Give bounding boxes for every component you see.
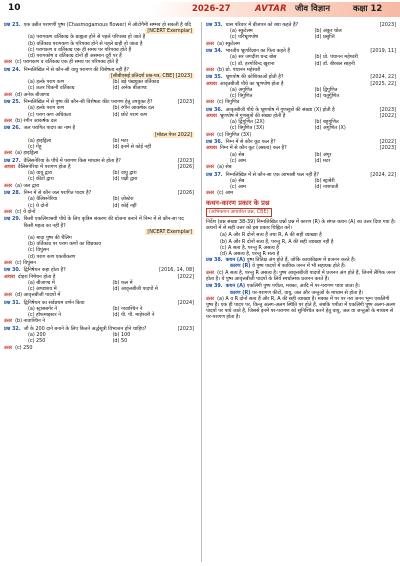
source-tag: [NCERT Exemplar]: [147, 228, 192, 235]
option: (b) द्विगुणित: [314, 86, 338, 93]
question-number: प्रश्न 33.: [206, 22, 223, 28]
alternate-label: अथवा: [4, 164, 15, 171]
assertion-label: कथन (A): [225, 283, 246, 290]
answer-label: उत्तर: [4, 318, 13, 325]
question-number: प्रश्न 28.: [4, 190, 21, 197]
answer-line: [4, 150, 194, 156]
option: (b) फल में: [112, 279, 133, 286]
alternate-label: अथवा: [4, 273, 15, 280]
question-number: प्रश्न 35.: [206, 74, 223, 81]
answer-label: उत्तर: [4, 91, 13, 98]
answer-text: (a) जल द्वारा: [15, 182, 40, 189]
answer-text: (c) विपुंसन: [15, 259, 36, 266]
options: [4, 138, 194, 150]
answer-label: उत्तर: [4, 150, 13, 157]
option: (a) हाइड्रिला: [28, 137, 52, 144]
option: (a) वैलिसनेरिया: [28, 196, 58, 203]
question-item: [4, 326, 194, 351]
option: (a) परागकण वर्तिकाग्र के ग्राह्यता होने से पहले परिपक्व हो जाते हैं: [28, 34, 146, 41]
options: [206, 119, 396, 131]
question-item: [206, 74, 396, 105]
question-item: [206, 139, 396, 170]
answer-label: उत्तर: [206, 40, 215, 47]
alternate-year: [2022]: [379, 113, 396, 120]
answer-line: [206, 41, 396, 47]
options: [206, 28, 396, 40]
question-item: [4, 22, 194, 65]
question-item: [4, 267, 194, 298]
question-number: प्रश्न 32.: [4, 326, 21, 333]
options: [206, 54, 396, 66]
option: (c) कीटों द्वारा: [28, 176, 54, 183]
question-year: [2023]: [379, 22, 396, 28]
answer-line: [4, 209, 194, 215]
option: (b) नावाश्चिन ने: [112, 306, 143, 313]
question-item: [4, 216, 194, 266]
option: (d) इनमें से कोई नहीं: [112, 144, 151, 151]
assertion-reason-section: [206, 199, 396, 216]
option: (a) वायु द्वारा: [28, 170, 53, 177]
option: (c) पराग कण अधिकता: [28, 111, 72, 118]
source-tag: [NCERT Exemplar]: [147, 28, 192, 35]
answer-line: [4, 292, 194, 298]
reason-label: कारण (R): [230, 289, 251, 296]
option: (a) 200: [28, 332, 46, 339]
question-number: प्रश्न 26.: [4, 125, 21, 132]
answer-label: उत्तर: [206, 190, 215, 197]
answer-text: (b) प्रो. पंचानन महेश्वरी: [217, 66, 261, 73]
option: (d) प्रसुप्ति: [314, 34, 335, 41]
question-text: निम्नलिखित में से पुष्प की कौन-सी विशेषता कीट परागण हेतु उपयुक्त है?: [23, 99, 153, 106]
answer-label: उत्तर: [206, 295, 215, 302]
question-year: [2023]: [177, 157, 194, 164]
option: (a) सेब: [230, 177, 245, 184]
question-text: भ्रूणपोष की कोशिकाओं होती है?: [225, 74, 284, 81]
answer-line: [4, 345, 194, 351]
publisher-logo: AVTAR: [255, 3, 287, 13]
question-number: प्रश्न 37.: [206, 171, 223, 178]
answer-line: [206, 164, 396, 170]
header-year: 2026-27: [192, 3, 231, 13]
alternate-label: अथवा: [206, 145, 217, 152]
page-header: [0, 0, 400, 20]
right-column: [206, 22, 396, 322]
answer-text: (a) A व R दोनों सत्य हैं और R, A की सही व्याख्या है। मक्का में पर पर नरा जनन भूग्न एकलिंगी पुष्प हैं। एक ही पादप पर, किन्तु अलग-अलग स्थिति पर होते हैं, जबकि पपीता में एकलिंगी पुष्प अलग-अलग पादपों पर पाये जाते हैं, जिससे इनमें पर-परागण को सुनिश्चित करने हेतु वायु, जल या जन्तुओं के माध्यम से पर-परागण होता है।: [206, 295, 396, 321]
question-item: [4, 67, 194, 98]
question-text: जौ के 200 दाने बनाने के लिए कितने अर्द्धसूत्री विभाजन होने चाहिए?: [23, 326, 147, 333]
answer-text: (c) ये दोनों: [15, 208, 36, 215]
question-number: प्रश्न 31.: [4, 299, 21, 306]
question-text: निम्न में से कौन कूट फल है?: [225, 139, 276, 146]
option: (a) सेब: [230, 151, 245, 158]
option: (d) परागकोष व वर्तिकाग्र दोनों ही असमान दूरी पर हैं: [28, 53, 122, 60]
section-subtitle: (अभिकथन आधारित प्रश्न, CBE): [206, 208, 272, 216]
answer-text: (a) हाइड्रिला: [15, 150, 39, 157]
option: (c) परिभ्रूणपोष: [230, 34, 258, 41]
question-text: एक उन्नीत परागणी पुष्प (Chasmogamous flower) में ऑटोगैमी सम्भव हो सकती है यदि: [23, 22, 192, 28]
answer-line: [206, 296, 396, 321]
right-questions: [206, 22, 396, 196]
answer-text: (a) सेब: [217, 164, 232, 171]
source-tag: [सीबीएसई प्रतिदर्श प्रश्न-पत्र, CBE] [2023]: [111, 73, 192, 80]
option: (b) वर्तिकाग्र परागकण के परिपक्व होने से पहले ग्राही हो जाता है: [28, 40, 143, 47]
header-class: कक्षा 12: [353, 3, 383, 13]
reason-label: कारण (R): [230, 263, 251, 270]
option: (c) 250: [28, 338, 46, 345]
option: (b) प्रो. पंचानन महेश्वरी: [314, 54, 358, 61]
question-text: आवृतबीजी पौधे के भ्रूणपोष में गुणसूत्रों की संख्या (X) होती है: [225, 106, 335, 113]
options: [4, 105, 194, 117]
alternate-text: भ्रूणपोष में गुणसूत्रों की संख्या होती है: [219, 113, 286, 120]
option: (b) 100: [112, 332, 131, 339]
option: (a) हल्के पराग कण: [28, 79, 65, 86]
option: (d) चतुर्गुणित: [314, 93, 340, 100]
source-tag: [मॉडल पेपर 2022]: [154, 131, 192, 138]
answer-line: [206, 190, 396, 196]
answer-code: (c) A सत्य है, परन्तु R असत्य है: [220, 244, 279, 251]
answer-line: [4, 318, 194, 324]
question-item: [206, 48, 396, 73]
option: (c) आम: [230, 184, 246, 191]
page-number: 10: [8, 3, 21, 13]
question-number: प्रश्न 27.: [4, 157, 21, 164]
options: [4, 306, 194, 318]
option: (b) बहुगुणित: [314, 119, 339, 126]
question-number: प्रश्न 24.: [4, 66, 21, 73]
options: [206, 178, 396, 190]
question-year: [2023]: [379, 106, 396, 113]
question-text: घास परिवार में बीजपत्र को क्या कहते हैं?: [225, 22, 299, 28]
question-text: निम्नलिखित में से कौन-सी वायु परागण की विशेषता नहीं है?: [23, 66, 130, 73]
question-text: द्विनिषेचन कहा होता है?: [23, 267, 66, 274]
answer-text: (c) त्रिगुणित (3X): [217, 131, 252, 138]
question-item: [4, 190, 194, 215]
answer-line: [4, 92, 194, 98]
option: (c) हॉफमाइस्टर ने: [28, 312, 61, 319]
option: (b) ज़ोस्टेरा: [112, 196, 134, 203]
question-number: प्रश्न 34.: [206, 48, 223, 55]
option: (a) सर जगदीश चन्द्र बोस: [230, 54, 277, 61]
assertion-text: पुष्प तितिक्ष अंग होते हैं, जोकि कायकीक्रम में प्रजनन करते हैं।: [246, 257, 356, 264]
assertion-text: एकलिंगी पुष्प पपीता, मक्का, आदि में पर-परागण पाया जाता है।: [246, 283, 360, 290]
option: (d) मटर: [314, 157, 331, 164]
question-year: [2024, 22]: [370, 171, 396, 178]
option: (c) त्रिगुणित: [230, 93, 253, 100]
option: (d) आवृत्तबीजी पादपों में: [112, 286, 158, 293]
answer-code: (b) A और R दोनों सत्य हैं, परन्तु R, A की सही व्याख्या नहीं है: [220, 238, 334, 245]
option: (b) अंगूर: [314, 151, 332, 158]
question-text: द्विनिषेचन का सर्वप्रथम वर्णन किया: [23, 299, 85, 306]
option: (a) बीजाण्ड में: [28, 279, 55, 286]
reason-text: ये पुष्प पादपों में कायिक जनन में भी सहायक होते हैं।: [252, 263, 346, 270]
options: [4, 235, 194, 260]
question-text: निम्न में से कौन जल परागित पादप है?: [23, 190, 92, 197]
question-text: निम्नलिखित में से कौन-सा एक आभासी फल नहीं है?: [225, 171, 319, 178]
section-title: कथन-कारण प्रकार के प्रश्न: [206, 199, 270, 208]
answer-code: (d) A असत्य है, परन्तु R सत्य है: [220, 251, 280, 258]
option: (c) ऊतर चिकनी वर्तिकाग्र: [28, 85, 75, 92]
question-head: [4, 216, 194, 228]
section-instruction: निर्देश (प्रश्न संख्या 38-39) निम्नलिखित प्रश्नों प्रश्न में कारण (R) के संगत कथन (A) का उत्तर दिया गया है। कथनों में से सही उत्तर को इस प्रकार चिह्नित करें।: [206, 218, 396, 231]
answer-text: (d) अनेक बीजाण्ड: [15, 91, 50, 98]
option: (d) नाशपाती: [314, 184, 339, 191]
question-text: वैलिसनेरिया के पौधे में परागण किस माध्यम से होता है?: [23, 157, 121, 164]
answer-text: (b) रंगीन आकर्षक दल: [15, 117, 57, 124]
assertion-reason-item: [206, 257, 396, 282]
answer-text: (c) आम: [217, 190, 234, 197]
answer-text: (c) परागकण व वर्तिकाग्र एक ही समय पर परिपक्व होते हैं: [15, 59, 119, 66]
assertion-reason-item: [206, 283, 396, 320]
question-item: [206, 172, 396, 197]
option: (b) मटर: [112, 137, 129, 144]
options: [206, 152, 396, 164]
option: (d) अगुणित (X): [314, 125, 346, 132]
question-year: [2022]: [379, 139, 396, 146]
option: (c) परागकण व वर्तिकाग्र एक ही समय पर परिपक्व होते हैं: [28, 46, 132, 53]
options: [4, 280, 194, 292]
answer-line: [206, 132, 396, 138]
option: (d) कोई नहीं: [112, 202, 137, 209]
option: (d) अनेक बीजाण्ड: [112, 85, 147, 92]
question-number: प्रश्न 30.: [4, 267, 21, 274]
answer-line: [4, 260, 194, 266]
option: (d) पी. पी. माहेश्वरी ने: [112, 312, 155, 319]
answer-text: (b) नावाश्चिन ने: [15, 318, 45, 325]
option: (c) आम: [230, 157, 246, 164]
option: (a) अगुणित: [230, 86, 253, 93]
question-number: प्रश्न 25.: [4, 99, 21, 106]
question-year: [2023]: [177, 99, 194, 106]
question-text: जल परागित पादप का नाम है: [23, 125, 76, 132]
left-column: [4, 22, 194, 352]
column-divider: [201, 22, 202, 562]
options: [4, 79, 194, 91]
answer-text: (c) त्रिगुणित: [217, 99, 240, 106]
option: (c) त्रिगुणित (3X): [230, 125, 265, 132]
question-item: [4, 158, 194, 189]
question-head: [4, 125, 194, 131]
option: (b) वर्तिकाग्र पर पराग कणों का छिड़काव: [28, 241, 102, 248]
question-year: [2026]: [177, 190, 194, 197]
question-item: [206, 22, 396, 47]
alternate-year: [2025, 22]: [370, 80, 396, 87]
option: (c) विपुंसन: [28, 247, 49, 254]
question-year: [2024]: [177, 299, 194, 306]
option: (a) द्विगुणित (2X): [230, 119, 265, 126]
answer-label: उत्तर: [206, 66, 215, 73]
answer-label: उत्तर: [4, 259, 13, 266]
option: (d) 50: [112, 338, 128, 345]
question-text: भारतीय भ्रूणविज्ञान का पिता कहते हैं: [225, 48, 290, 55]
answer-text: (c) 250: [15, 344, 33, 351]
question-item: [4, 300, 194, 325]
option: (a) हल्के पराग कण: [28, 105, 65, 112]
question-year: [2024, 22]: [370, 74, 396, 81]
answer-code: (a) A और R दोनों सत्य हैं तथा R, A की सही व्याख्या है: [220, 232, 322, 239]
question-text: किसी एकलिंगाश्रयी पौधे के लिए कृत्रिम संकरण की योजना बनाने में निम्न में से कौन-सा पद किसी महत्व का नहीं है?: [23, 216, 184, 229]
option: (d) छोटे पराग कण: [112, 111, 148, 118]
options: [4, 170, 194, 182]
alternate-label: अथवा: [206, 80, 217, 87]
question-number: प्रश्न 39.: [206, 283, 223, 290]
question-number: प्रश्न 23.: [4, 22, 21, 28]
option: (c) डॉ. हरगोविन्द खुराना: [230, 60, 275, 67]
options: [4, 34, 194, 59]
assertion-reason-questions: [206, 257, 396, 320]
alternate-text: आवृतबीजी पौधे का भ्रूणपोष होता है: [219, 80, 284, 87]
options: [4, 332, 194, 344]
option: (c) ये दोनों: [28, 202, 49, 209]
question-year: [2023]: [177, 326, 194, 333]
answer-text: (d) आवृत्तबीजी पादपों में: [15, 292, 61, 299]
answer-line: [206, 270, 396, 282]
answer-label: उत्तर: [206, 99, 215, 106]
assertion-label: कथन (A): [225, 257, 246, 264]
answer-text: (a) स्कुटेलम: [217, 40, 240, 47]
answer-label: उत्तर: [4, 344, 13, 351]
answer-label: उत्तर: [206, 164, 215, 171]
option: (b) बड़े पंखयुक्त वर्तिकाग्र: [112, 79, 160, 86]
header-band: [150, 2, 400, 17]
question-item: [4, 99, 194, 124]
option: (d) डॉ. बीरबल साहनी: [314, 60, 355, 67]
option: (b) अंकुर चोल: [314, 28, 342, 35]
answer-line: [206, 67, 396, 73]
answer-line: [4, 59, 194, 65]
option: (c) गेंहू: [28, 144, 42, 151]
reason-text: पर-परागण कीटों, वायु, जल और जन्तुओं के माध्यम से होता है।: [252, 289, 364, 296]
option: (c) अण्डाशय में: [28, 286, 57, 293]
answer-label: उत्तर: [4, 208, 13, 215]
question-year: [2016, 14, 08]: [159, 267, 194, 274]
question-number: प्रश्न 36.: [206, 139, 223, 146]
answer-codes: [206, 232, 396, 257]
alternate-year: [2026]: [177, 164, 194, 171]
header-subject: जीव विज्ञान: [295, 3, 330, 13]
question-year: [2019, 11]: [370, 48, 396, 55]
answer-line: [4, 118, 194, 124]
answer-line: [206, 99, 396, 105]
question-number: प्रश्न 29.: [4, 216, 21, 223]
alternate-label: अथवा: [206, 113, 217, 120]
option: (a) स्कुटेलम: [230, 28, 253, 35]
option: (a) स्ट्रासबर्गर ने: [28, 306, 58, 313]
option: (b) स्ट्राबेरी: [314, 177, 335, 184]
options: [206, 87, 396, 99]
answer-label: उत्तर: [4, 117, 13, 124]
options: [4, 196, 194, 208]
answer-label: उत्तर: [4, 182, 13, 189]
option: (d) पक्षी द्वारा: [112, 176, 138, 183]
question-item: [4, 125, 194, 156]
answer-line: [4, 183, 194, 189]
option: (a) मादा पुष्प की थैलिंग: [28, 235, 72, 242]
answer-label: उत्तर: [4, 292, 13, 299]
answer-label: उत्तर: [4, 59, 13, 66]
question-item: [206, 107, 396, 138]
question-number: प्रश्न 36.: [206, 106, 223, 113]
answer-label: उत्तर: [206, 269, 215, 276]
option: (b) वायु द्वारा: [112, 170, 137, 177]
alternate-year: [2023]: [379, 145, 396, 152]
alternate-text: दोहरा निषेचन होता है: [17, 273, 56, 280]
answer-label: उत्तर: [206, 131, 215, 138]
option: (d) पराग कण एकत्रीकरण: [28, 253, 76, 260]
question-number: प्रश्न 38.: [206, 257, 223, 264]
alternate-text: निम्न में से कौन कूट (असत्य) फल है?: [219, 145, 287, 152]
option: (b) रंगीन आकर्षक दल: [112, 105, 155, 112]
alternate-text: वैलिसनेरिया में परागण होता है: [17, 164, 71, 171]
alternate-year: [2022]: [177, 273, 194, 280]
answer-text: (c) A सत्य है, परन्तु R असत्य है। पुष्प आवृत्तबीजी पादपों में प्रजनन अंग होते हैं, जिनमें लैंगिक जनन होता है। ये पुष्प आवृत्तबीजी पादपों के लिये स्पर्धात्मक प्रजनन करते हैं।: [206, 269, 396, 282]
